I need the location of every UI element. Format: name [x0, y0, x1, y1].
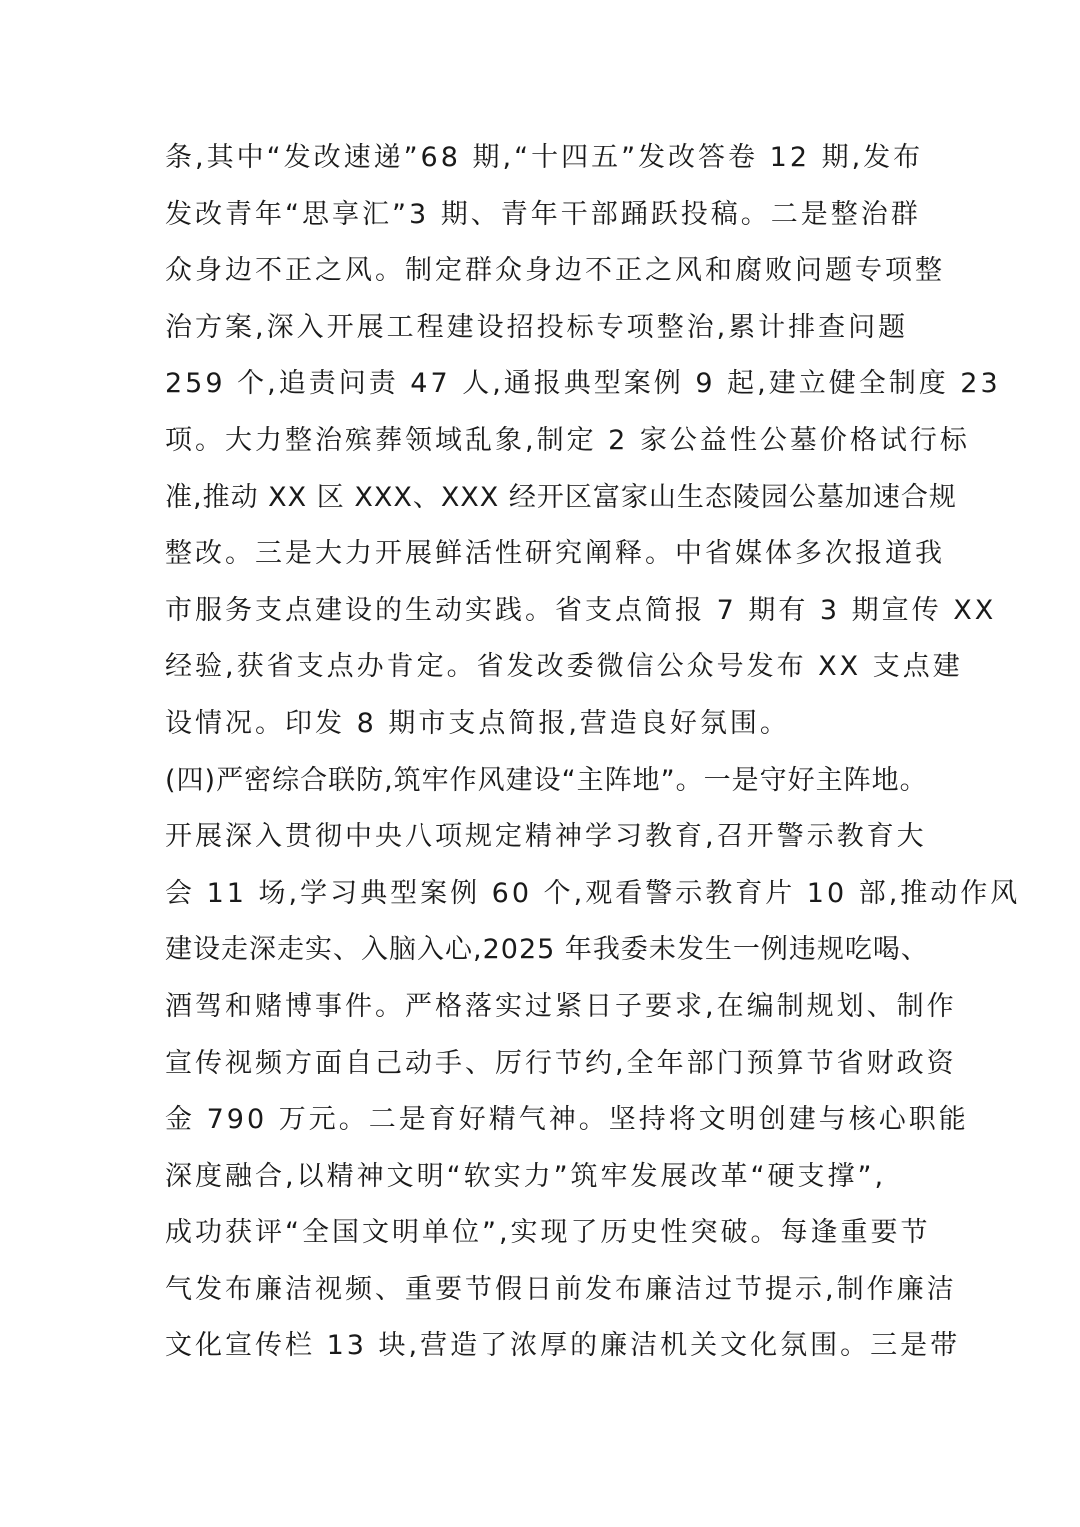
text-line: 成功获评“全国文明单位”,实现了历史性突破。每逢重要节: [165, 1217, 931, 1249]
text-line: 众身边不正之风。制定群众身边不正之风和腐败问题专项整: [165, 255, 945, 287]
section-heading-line: (四)严密综合联防,筑牢作风建设“主阵地”。一是守好主阵地。: [165, 764, 928, 796]
text-line: 酒驾和赌博事件。严格落实过紧日子要求,在编制规划、制作: [165, 990, 957, 1022]
text-line: 治方案,深入开展工程建设招投标专项整治,累计排查问题: [165, 311, 909, 343]
text-line: 开展深入贯彻中央八项规定精神学习教育,召开警示教育大: [165, 821, 927, 853]
text-line: 准,推动 XX 区 XXX、XXX 经开区富家山生态陵园公墓加速合规: [165, 481, 957, 513]
text-line: 深度融合,以精神文明“软实力”筑牢发展改革“硬支撑”,: [165, 1160, 887, 1192]
body-text: [165, 130, 1021, 1375]
text-line: 项。大力整治殡葬领域乱象,制定 2 家公益性公墓价格试行标: [165, 424, 970, 456]
text-line: 建设走深走实、入脑入心,2025 年我委未发生一例违规吃喝、: [165, 934, 929, 966]
text-line: 整改。三是大力开展鲜活性研究阐释。中省媒体多次报道我: [165, 538, 945, 570]
text-line: 经验,获省支点办肯定。省发改委微信公众号发布 XX 支点建: [165, 651, 963, 683]
text-line: 市服务支点建设的生动实践。省支点简报 7 期有 3 期宣传 XX: [165, 594, 997, 626]
text-line: 气发布廉洁视频、重要节假日前发布廉洁过节提示,制作廉洁: [165, 1273, 957, 1305]
text-line: 设情况。印发 8 期市支点简报,营造良好氛围。: [165, 707, 790, 739]
text-line: 条,其中“发改速递”68 期,“十四五”发改答卷 12 期,发布: [165, 142, 924, 173]
text-line: 259 个,追责问责 47 人,通报典型案例 9 起,建立健全制度 23: [165, 368, 1001, 400]
text-line: 宣传视频方面自己动手、厉行节约,全年部门预算节省财政资: [165, 1047, 957, 1079]
text-line: 金 790 万元。二是育好精气神。坚持将文明创建与核心职能: [165, 1104, 969, 1136]
text-line: 发改青年“思享汇”3 期、青年干部踊跃投稿。二是整治群: [165, 198, 921, 230]
text-line: 会 11 场,学习典型案例 60 个,观看警示教育片 10 部,推动作风: [165, 877, 1021, 909]
text-line: 文化宣传栏 13 块,营造了浓厚的廉洁机关文化氛围。三是带: [165, 1330, 961, 1362]
